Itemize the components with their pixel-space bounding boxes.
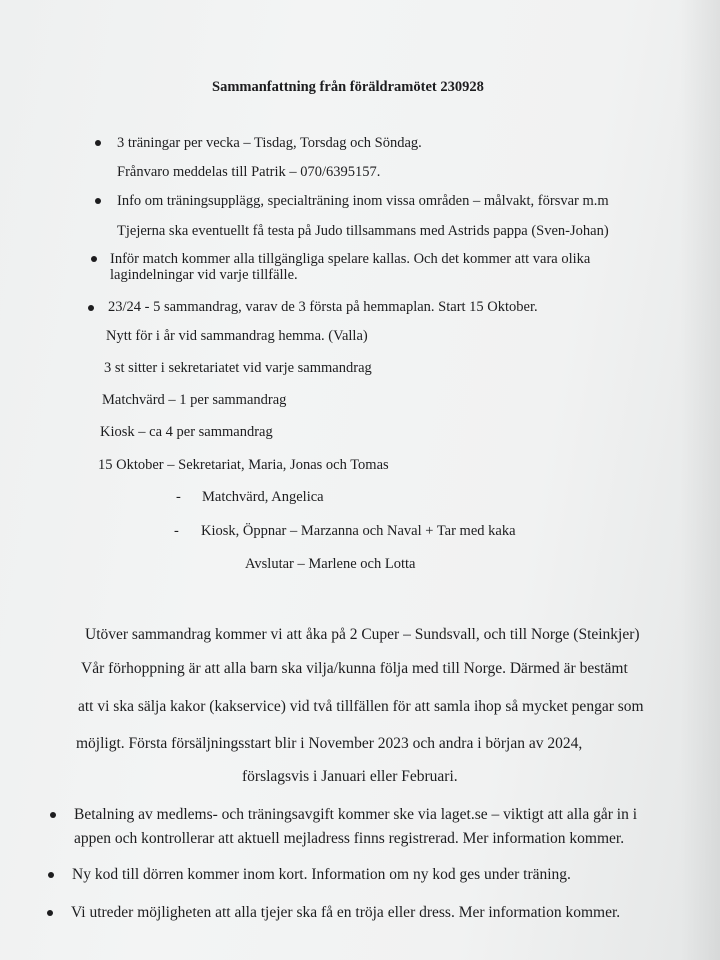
para-line-5: förslagsvis i Januari eller Februari. <box>242 768 458 785</box>
item-trainings: 3 träningar per vecka – Tisdag, Torsdag och Söndag. <box>117 135 422 151</box>
bullet-icon <box>91 256 97 262</box>
page-shadow <box>680 0 720 960</box>
item-match: Inför match kommer alla tillgängliga spelare kallas. Och det kommer att vara olika <box>110 251 591 267</box>
item-training-info: Info om träningsupplägg, specialträning inom vissa områden – målvakt, försvar m.m <box>117 193 609 209</box>
item-match-cont: lagindelningar vid varje tillfälle. <box>110 267 298 283</box>
para-line-4: möjligt. Första försäljningsstart blir i November 2023 och andra i början av 2024, <box>76 735 583 752</box>
item-payment: Betalning av medlems- och träningsavgift kommer ske via laget.se – viktigt att alla går in i <box>74 806 638 823</box>
item-oct-matchhost: Matchvärd, Angelica <box>202 489 324 505</box>
item-door-code: Ny kod till dörren kommer inom kort. Information om ny kod ges under träning. <box>72 866 571 883</box>
item-oct-kiosk: Kiosk, Öppnar – Marzanna och Naval + Tar med kaka <box>201 523 516 539</box>
item-october: 15 Oktober – Sekretariat, Maria, Jonas och Tomas <box>98 457 389 473</box>
item-shirt: Vi utreder möjligheten att alla tjejer ska få en tröja eller dress. Mer information kommer. <box>71 904 621 921</box>
item-season: 23/24 - 5 sammandrag, varav de 3 första på hemmaplan. Start 15 Oktober. <box>108 299 538 315</box>
para-line-2: Vår förhoppning är att alla barn ska vilja/kunna följa med till Norge. Därmed är bestämt <box>81 660 628 677</box>
item-judo: Tjejerna ska eventuellt få testa på Judo tillsammans med Astrids pappa (Sven-Johan) <box>117 223 609 239</box>
item-oct-close: Avslutar – Marlene och Lotta <box>245 556 416 572</box>
bullet-icon <box>95 198 101 204</box>
item-new-this-year: Nytt för i år vid sammandrag hemma. (Valla) <box>106 328 368 344</box>
bullet-icon <box>95 140 101 146</box>
item-payment-cont: appen och kontrollerar att aktuell mejladress finns registrerad. Mer information kommer. <box>74 830 625 847</box>
item-kiosk: Kiosk – ca 4 per sammandrag <box>100 424 273 440</box>
document-title: Sammanfattning från föräldramötet 230928 <box>212 79 484 95</box>
item-matchhost: Matchvärd – 1 per sammandrag <box>102 392 287 408</box>
para-line-3: att vi ska sälja kakor (kakservice) vid två tillfällen för att samla ihop så mycket pengar som <box>78 698 644 715</box>
dash-marker: - <box>174 523 179 539</box>
bullet-icon <box>88 305 94 311</box>
bullet-icon <box>50 812 56 818</box>
dash-marker: - <box>176 489 181 505</box>
item-absence: Frånvaro meddelas till Patrik – 070/6395157. <box>117 164 381 180</box>
bullet-icon <box>48 872 54 878</box>
bullet-icon <box>47 910 53 916</box>
item-secretariat: 3 st sitter i sekretariatet vid varje sammandrag <box>104 360 372 376</box>
para-line-1: Utöver sammandrag kommer vi att åka på 2 Cuper – Sundsvall, och till Norge (Steinkjer) <box>85 626 640 643</box>
